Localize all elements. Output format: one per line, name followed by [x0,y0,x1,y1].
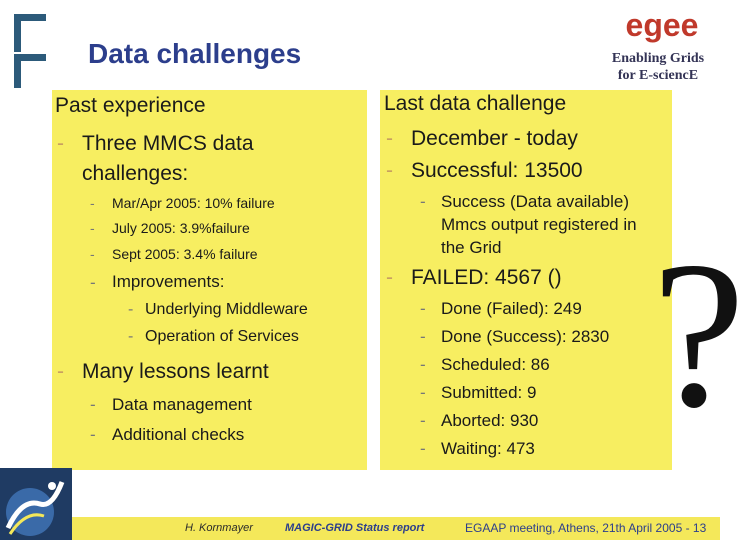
failed-item: Submitted: 9 [441,383,537,402]
success-line3: the Grid [441,238,502,257]
question-mark: ? [652,219,745,451]
challenge-item: July 2005: 3.9%failure [112,220,250,236]
dash-icon: - [386,266,393,289]
dash-icon: - [128,301,134,318]
tagline-line2: for E-sciencE [617,68,699,83]
dash-icon: - [90,220,95,236]
dash-icon: - [420,439,426,458]
dash-icon: - [90,395,96,414]
dash-icon: - [420,355,426,374]
success-line2: Mmcs output registered in [441,215,637,234]
dash-icon: - [90,246,95,262]
dash-icon: - [420,192,426,211]
improvement-item: Underlying Middleware [145,301,308,318]
magic-logo-icon [0,468,72,540]
failed-item: Scheduled: 86 [441,355,550,374]
failed-item: Done (Failed): 249 [441,299,582,318]
dash-icon: - [386,159,393,182]
success-line1: Success (Data available) [441,192,630,211]
dash-icon: - [90,195,95,211]
lessons-label: Many lessons learnt [82,360,269,383]
left-heading: Past experience [55,94,206,117]
left-item1-line1: Three MMCS data [82,132,254,155]
right-heading: Last data challenge [384,92,567,115]
dash-icon: - [90,425,96,444]
egee-logo-text: egee [625,7,699,43]
dash-icon: - [420,383,426,402]
tagline-line1: Enabling Grids [611,51,705,66]
improvements-label: Improvements: [112,272,225,291]
egee-logo-icon [612,8,712,44]
dash-icon: - [386,127,393,150]
page-title: Data challenges [88,38,302,69]
failed-item: Waiting: 473 [441,439,535,458]
improvement-item: Operation of Services [145,328,299,345]
footer-report: MAGIC-GRID Status report [285,522,425,534]
failed-item: Aborted: 930 [441,411,539,430]
challenge-item: Mar/Apr 2005: 10% failure [112,195,275,211]
challenge-item: Sept 2005: 3.4% failure [112,246,258,262]
dash-icon: - [420,327,426,346]
failed-label: FAILED: 4567 () [411,266,562,289]
right-item2: Successful: 13500 [411,159,583,182]
right-item1: December - today [411,127,578,150]
dash-icon: - [420,299,426,318]
dash-icon: - [57,132,64,155]
corner-mark-icon [10,10,50,90]
dash-icon: - [90,273,96,292]
dash-icon: - [57,360,64,383]
footer-meeting: EGAAP meeting, Athens, 21th April 2005 - 13 [465,521,707,535]
left-item1-line2: challenges: [82,162,189,185]
tagline [600,50,716,84]
failed-item: Done (Success): 2830 [441,327,610,346]
dash-icon: - [420,411,426,430]
lesson-item: Data management [112,395,252,414]
footer-author: H. Kornmayer [185,522,253,534]
lesson-item: Additional checks [112,425,245,444]
dash-icon: - [128,328,134,345]
